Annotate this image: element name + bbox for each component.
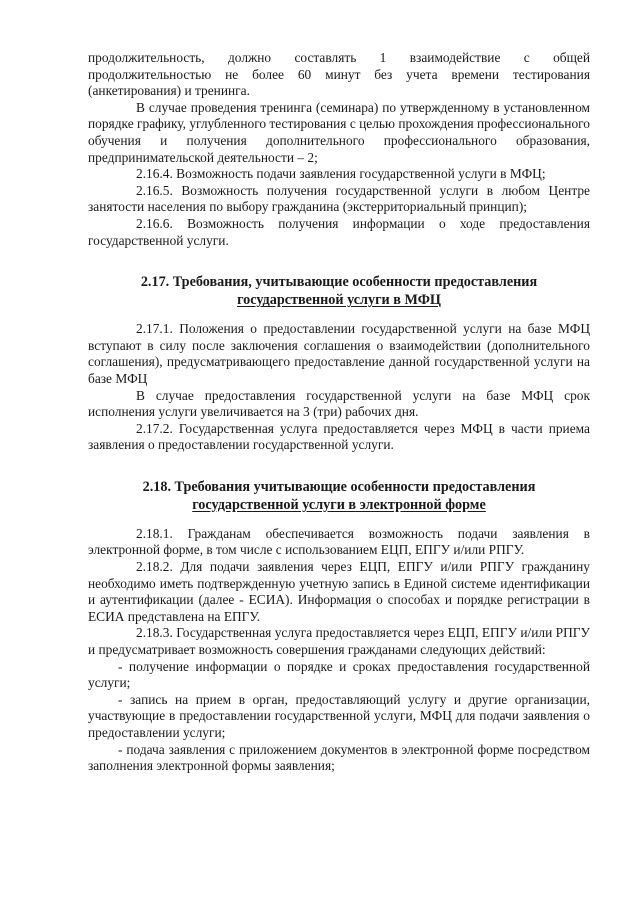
- paragraph-2-18-1: 2.18.1. Гражданам обеспечивается возможность подачи заявления в электронной форме, в том числе с использованием ЕЦП, ЕПГУ и/или РПГУ.: [88, 525, 590, 558]
- section-heading-2-18: [88, 478, 590, 514]
- paragraph-continuation: продолжительность, должно составлять 1 взаимодействие с общей продолжительностью не более 60 минут без учета времени тестирования (анкетирования) и тренинга.: [88, 50, 590, 99]
- section-heading-2-17-line1: 2.17. Требования, учитывающие особенности предоставления: [140, 274, 538, 291]
- section-heading-2-17: [88, 273, 590, 309]
- paragraph-2-18-3: 2.18.3. Государственная услуга предоставляется через ЕЦП, ЕПГУ и/или РПГУ и предусматривает возможность совершения гражданами следующих действий:: [88, 625, 590, 658]
- document-page: [88, 50, 590, 775]
- section-heading-2-18-line2: государственной услуги в электронной форме: [192, 496, 486, 513]
- list-item-application: - подача заявления с приложением документов в электронной форме посредством заполнения электронной формы заявления;: [88, 741, 590, 774]
- paragraph-2-16-5: 2.16.5. Возможность получения государственной услуги в любом Центре занятости населения по выбору гражданина (экстерриториальный принцип);: [88, 182, 590, 215]
- paragraph-2-16-6: 2.16.6. Возможность получения информации о ходе предоставления государственной услуги.: [88, 215, 590, 248]
- section-heading-2-18-line1: 2.18. Требования учитывающие особенности предоставления: [142, 478, 536, 495]
- paragraph-training-case: В случае проведения тренинга (семинара) по утвержденному в установленном порядке графику, углубленного тестирования с целью прохождения профессионального обучения и получения дополнительного профессионального образования, предпринимательской деятельности – 2;: [88, 99, 590, 165]
- paragraph-2-17-1: 2.17.1. Положения о предоставлении государственной услуги на базе МФЦ вступают в силу после заключения соглашения о взаимодействии (дополнительного соглашения), предусматривающего предоставление данной государственной услуги на базе МФЦ: [88, 321, 590, 386]
- paragraph-2-18-2: 2.18.2. Для подачи заявления через ЕЦП, ЕПГУ и/или РПГУ гражданину необходимо иметь подтвержденную учетную запись в Единой системе идентификации и аутентификации (далее - ЕСИА). Информация о способах и порядке регистрации в ЕСИА представлена на ЕПГУ.: [88, 559, 590, 624]
- list-item-appointment: - запись на прием в орган, предоставляющий услугу и другие организации, участвующие в предоставлении государственной услуги, МФЦ для подачи заявления о предоставлении услуги;: [88, 691, 590, 740]
- section-heading-2-17-line2: государственной услуги в МФЦ: [237, 292, 441, 309]
- paragraph-2-16-4: 2.16.4. Возможность подачи заявления государственной услуги в МФЦ;: [136, 166, 546, 182]
- paragraph-2-17-2: 2.17.2. Государственная услуга предоставляется через МФЦ в части приема заявления о предоставлении государственной услуги.: [88, 420, 590, 453]
- list-item-info: - получение информации о порядке и сроках предоставления государственной услуги;: [88, 658, 590, 691]
- paragraph-mfc-term: В случае предоставления государственной услуги на базе МФЦ срок исполнения услуги увеличивается на 3 (три) рабочих дня.: [88, 387, 590, 420]
